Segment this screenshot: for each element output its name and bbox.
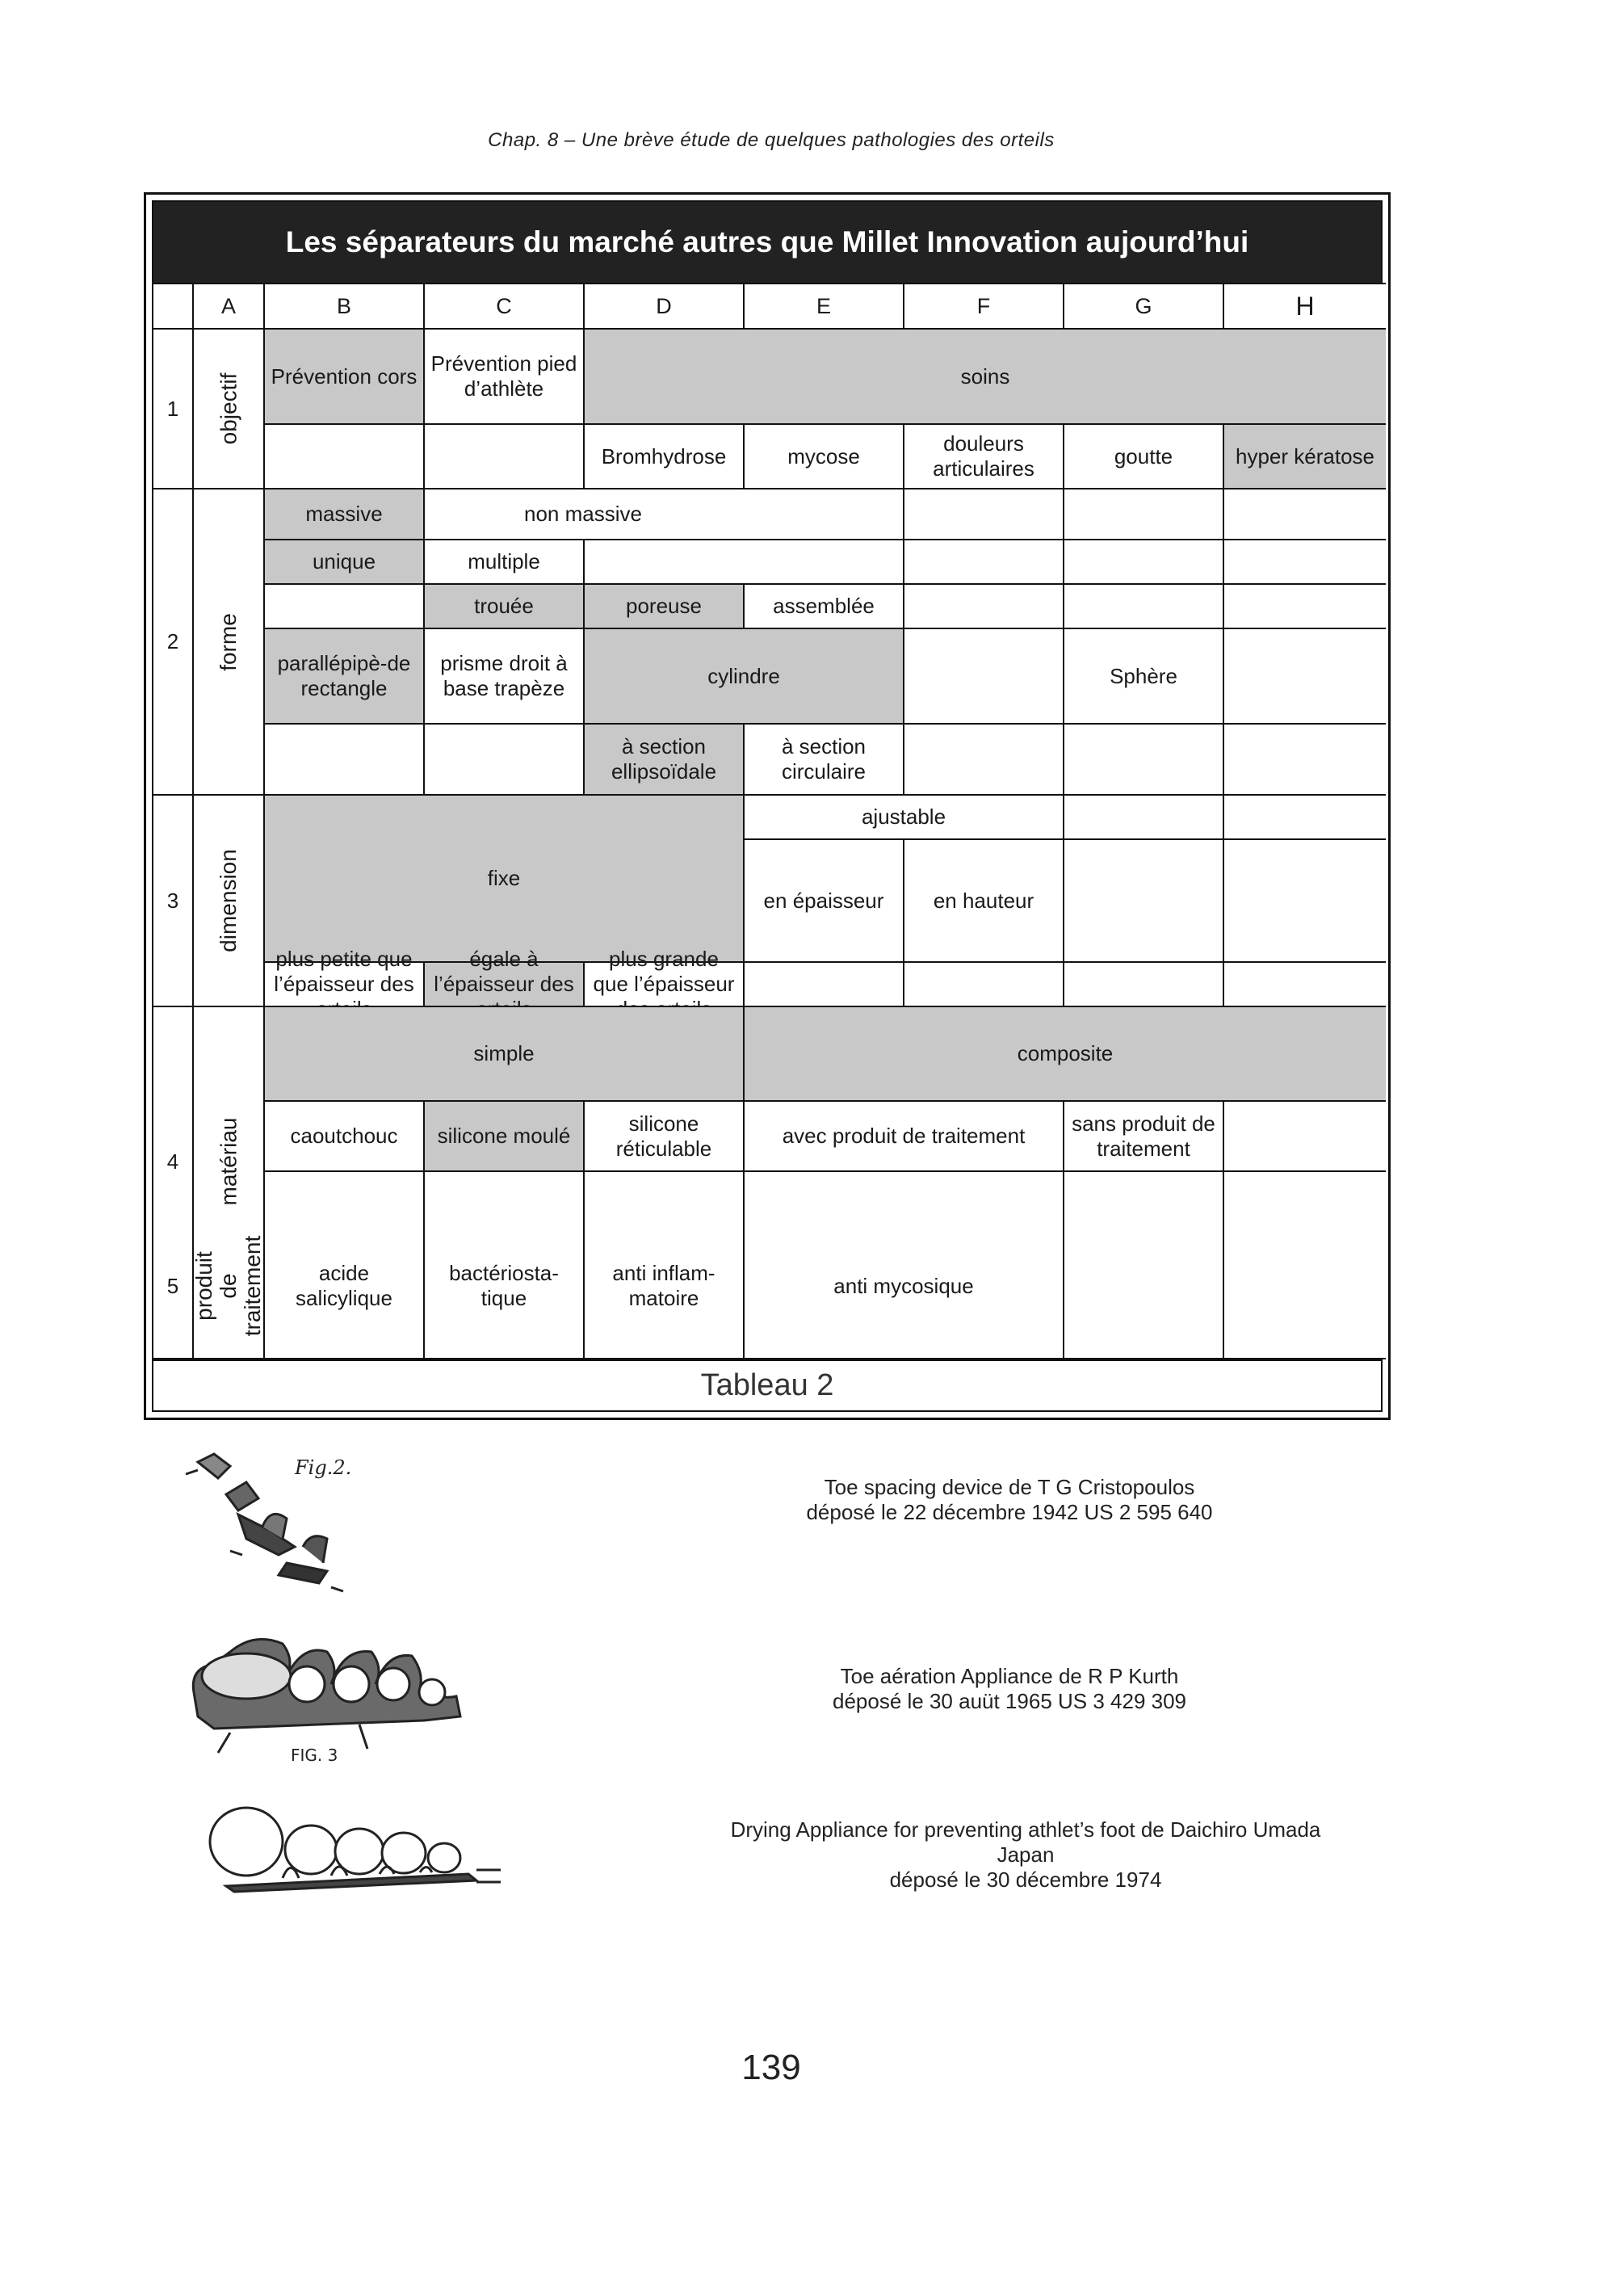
figure-1-caption xyxy=(727,1475,1292,1525)
table-caption: Tableau 2 xyxy=(153,1359,1381,1410)
cell-non-massive: non massive xyxy=(425,489,904,540)
cell-bromhydrose: Bromhydrose xyxy=(585,425,745,489)
caption-line: Toe aération Appliance de R P Kurth xyxy=(840,1664,1179,1688)
cell-multiple: multiple xyxy=(425,540,585,585)
empty-cell xyxy=(1224,540,1386,585)
cell-bacterio: bactériosta-tique xyxy=(425,1214,585,1359)
empty-cell xyxy=(1064,540,1224,585)
caption-line: Japan xyxy=(997,1842,1055,1867)
cell-mycose: mycose xyxy=(745,425,904,489)
empty-cell xyxy=(1224,796,1386,840)
cell-fixe: fixe xyxy=(265,796,745,963)
cell-anti-inflam: anti inflam-matoire xyxy=(585,1214,745,1359)
empty-cell xyxy=(1224,1214,1386,1359)
col-header: C xyxy=(425,284,585,330)
empty-cell xyxy=(1224,585,1386,629)
empty-cell xyxy=(1064,840,1224,963)
row-number: 1 xyxy=(153,330,194,489)
cell-en-hauteur: en hauteur xyxy=(904,840,1064,963)
empty-cell xyxy=(1224,629,1386,725)
empty-cell xyxy=(425,725,585,796)
empty-cell xyxy=(904,489,1064,540)
empty-cell xyxy=(904,629,1064,725)
empty-cell xyxy=(1064,963,1224,1007)
cell-prisme: prisme droit à base trapèze xyxy=(425,629,585,725)
cell-massive: massive xyxy=(265,489,425,540)
row-number: 2 xyxy=(153,489,194,796)
cell-composite: composite xyxy=(745,1007,1386,1102)
empty-cell xyxy=(265,725,425,796)
cell-egale: l’épaisseur des xyxy=(425,963,585,1007)
row-category xyxy=(194,796,265,1007)
row-number: 4 xyxy=(153,1007,194,1317)
empty-cell xyxy=(1224,840,1386,963)
category-label: forme xyxy=(215,612,241,671)
figure-3-caption xyxy=(662,1817,1389,1893)
empty-cell xyxy=(1064,796,1224,840)
cell-prevention-pied: Prévention pied d’athlète xyxy=(425,330,585,425)
empty-cell xyxy=(425,425,585,489)
empty-cell xyxy=(265,585,425,629)
row-category xyxy=(191,1214,266,1359)
empty-cell xyxy=(1064,725,1224,796)
patent-figure-3 xyxy=(202,1785,517,1914)
cell-anti-mycosique: anti mycosique xyxy=(745,1214,1064,1359)
figure-label: Fig.2. xyxy=(295,1456,352,1479)
row-number: 3 xyxy=(153,796,194,1007)
empty-cell xyxy=(904,725,1064,796)
classification-table xyxy=(153,283,1386,1361)
patent-figure-1 xyxy=(182,1450,367,1595)
cell-simple: simple xyxy=(265,1007,745,1102)
caption-line: déposé le 30 auüt 1965 US 3 429 309 xyxy=(832,1689,1187,1713)
row-category xyxy=(194,330,265,489)
cell-silicone-reticulable: silicone réticulable xyxy=(585,1102,745,1172)
caption-line: déposé le 30 décembre 1974 xyxy=(889,1868,1162,1892)
col-header: D xyxy=(585,284,745,330)
cell-sans-produit: sans produit de traitement xyxy=(1064,1102,1224,1172)
cell-silicone-moule: silicone moulé xyxy=(425,1102,585,1172)
empty-cell xyxy=(904,963,1064,1007)
caption-line: Drying Appliance for preventing athlet’s foot de Daichiro Umada xyxy=(730,1817,1321,1842)
empty-cell xyxy=(1224,1102,1386,1172)
chapter-header: Chap. 8 – Une brève étude de quelques pathologies des orteils xyxy=(488,129,1055,151)
col-header: E xyxy=(745,284,904,330)
cell-poreuse: poreuse xyxy=(585,585,745,629)
cell-section-circulaire: à section circulaire xyxy=(745,725,904,796)
cell-trouee: trouée xyxy=(425,585,585,629)
cell-goutte: goutte xyxy=(1064,425,1224,489)
cell-caoutchouc: caoutchouc xyxy=(265,1102,425,1172)
classification-table-row5 xyxy=(153,1214,1386,1359)
empty-cell xyxy=(1064,1214,1224,1359)
cell-douleurs: douleurs articulaires xyxy=(904,425,1064,489)
cell-assemblee: assemblée xyxy=(745,585,904,629)
row-category xyxy=(194,489,265,796)
cell-parallelepipede: parallépipè-de rectangle xyxy=(265,629,425,725)
cell-acide: acide salicylique xyxy=(265,1214,425,1359)
caption-line: Toe spacing device de T G Cristopoulos xyxy=(824,1475,1195,1499)
col-header: G xyxy=(1064,284,1224,330)
empty-cell xyxy=(265,425,425,489)
col-header: F xyxy=(904,284,1064,330)
empty-cell xyxy=(745,963,904,1007)
cell-ajustable: ajustable xyxy=(745,796,1064,840)
cell-hyper-keratose: hyper kératose xyxy=(1224,425,1386,489)
page-number: 139 xyxy=(741,2048,801,2087)
table-frame xyxy=(144,192,1391,1420)
figure-2-caption xyxy=(727,1664,1292,1714)
empty-cell xyxy=(1224,489,1386,540)
cell-en-epaisseur: en épaisseur xyxy=(745,840,904,963)
table-title: Les séparateurs du marché autres que Millet Innovation aujourd’hui xyxy=(153,202,1381,283)
empty-cell xyxy=(1064,585,1224,629)
cell-soins: soins xyxy=(585,330,1386,425)
category-label: matériau xyxy=(216,1117,241,1206)
category-label: produit de traitement xyxy=(191,1235,266,1337)
empty-cell xyxy=(1224,963,1386,1007)
cell-cylindre: cylindre xyxy=(585,629,904,725)
cell-section-ellipsoidale: à section ellipsoïdale xyxy=(585,725,745,796)
col-header: B xyxy=(265,284,425,330)
cell-plus-grande: que l’épaisseur xyxy=(585,963,745,1007)
table-inner-frame xyxy=(152,200,1383,1412)
empty-cell xyxy=(1224,725,1386,796)
empty-cell xyxy=(1064,489,1224,540)
caption-line: déposé le 22 décembre 1942 US 2 595 640 xyxy=(806,1500,1213,1524)
empty-cell xyxy=(904,585,1064,629)
figure-label: FIG. 3 xyxy=(291,1746,338,1765)
row-number: 5 xyxy=(153,1214,194,1359)
col-header: H xyxy=(1224,284,1386,330)
cell-plus-petite: l’épaisseur des xyxy=(265,963,425,1007)
category-label: dimension xyxy=(216,849,241,952)
cell-unique: unique xyxy=(265,540,425,585)
empty-cell xyxy=(585,540,904,585)
cell-avec-produit: avec produit de traitement xyxy=(745,1102,1064,1172)
empty-cell xyxy=(904,540,1064,585)
patent-figure-2 xyxy=(182,1620,489,1769)
cell-prevention-cors: Prévention cors xyxy=(265,330,425,425)
col-header: A xyxy=(194,284,265,330)
category-label: objectif xyxy=(216,372,241,445)
cell-sphere: Sphère xyxy=(1064,629,1224,725)
corner-cell xyxy=(153,284,194,330)
